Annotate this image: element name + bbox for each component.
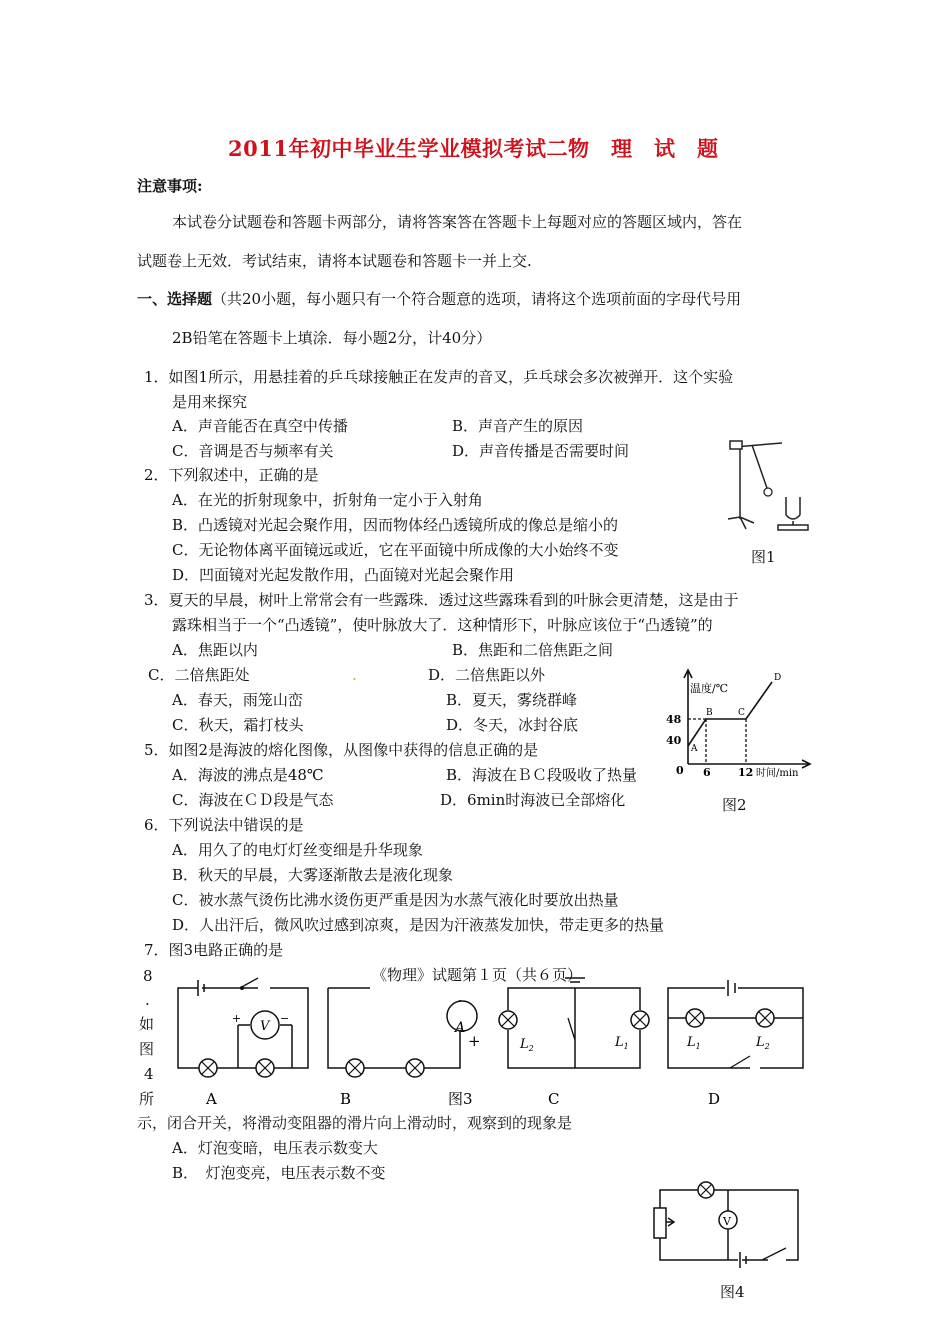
- q6-stem: 6．下列说法中错误的是: [144, 816, 304, 834]
- page-title: 2011年初中毕业生学业模拟考试二物 理 试 题: [228, 136, 719, 161]
- figure-1-tuning-fork-diagram: [720, 437, 810, 532]
- q3-option-c: C．二倍焦距处: [148, 666, 250, 684]
- q8-char-3: 如: [139, 1015, 155, 1033]
- q5-stem: 5．如图2是海波的熔化图像，从图像中获得的信息正确的是: [144, 741, 539, 759]
- section-instructions-1: （共20小题，每小题只有一个符合题意的选项，请将这个选项前面的字母代号用: [212, 290, 742, 308]
- circuit-d-l2: $L_2$: [756, 1035, 770, 1051]
- notice-heading: 注意事项:: [137, 177, 203, 195]
- q8-option-b: B． 灯泡变亮，电压表示数不变: [172, 1164, 386, 1182]
- q2-option-b: B．凸透镜对光起会聚作用，因而物体经凸透镜所成的像总是缩小的: [172, 516, 619, 534]
- q1-option-a: A．声音能否在真空中传播: [172, 417, 348, 435]
- graph-point-b: B: [706, 708, 713, 718]
- q4-option-b: B．夏天，雾绕群峰: [446, 691, 578, 709]
- section-label: 一、选择题: [137, 290, 213, 308]
- graph-x-label: 时间/min: [756, 768, 799, 779]
- circuit-ammeter: A: [455, 1020, 466, 1036]
- circuit-a-plus: +: [232, 1012, 242, 1025]
- figure-3-circuits: [170, 970, 820, 1108]
- q1-option-d: D．声音传播是否需要时间: [452, 442, 630, 460]
- figure-4-caption: 图4: [720, 1283, 745, 1301]
- figure-2-caption: 图2: [722, 796, 747, 814]
- circuit-c-label: C: [548, 1090, 560, 1108]
- circuit-a-label: A: [206, 1090, 217, 1108]
- graph-y-48: 48: [666, 713, 682, 726]
- circuit-a-minus: −: [280, 1012, 290, 1025]
- q8-option-a: A．灯泡变暗，电压表示数变大: [172, 1139, 378, 1157]
- q3-stem-2: 露珠相当于一个“凸透镜”，使叶脉放大了．这种情形下，叶脉应该位于“凸透镜”的: [172, 616, 713, 634]
- q5-option-d: D．6min时海波已全部熔化: [440, 791, 626, 809]
- q3-option-d: D．二倍焦距以外: [428, 666, 546, 684]
- section-heading: [137, 289, 741, 309]
- figure-2-melting-graph: [664, 662, 814, 782]
- page-footer: 《物理》试题第１页（共６页）: [372, 966, 583, 984]
- q8-char-5: 4: [144, 1065, 154, 1083]
- graph-point-c: C: [738, 708, 745, 718]
- q1-option-c: C．音调是否与频率有关: [172, 442, 334, 460]
- circuit-c-l2: $L_2$: [520, 1037, 534, 1053]
- graph-x-12: 12: [738, 766, 754, 779]
- figure-4-circuit: [650, 1180, 810, 1270]
- q5-option-a: A．海波的沸点是48℃: [172, 766, 324, 784]
- q4-option-c: C．秋天，霜打枝头: [172, 716, 304, 734]
- q3-stem-1: 3．夏天的早晨，树叶上常常会有一些露珠．透过这些露珠看到的叶脉会更清楚，这是由于: [144, 591, 739, 609]
- circuit-b-label: B: [340, 1090, 352, 1108]
- q8-char-2: .: [145, 991, 150, 1009]
- graph-origin: 0: [676, 764, 684, 777]
- q7-stem: 7．图3电路正确的是: [144, 941, 284, 959]
- q2-option-d: D．凹面镜对光起发散作用，凸面镜对光起会聚作用: [172, 566, 515, 584]
- circuit-c-l1: $L_1$: [615, 1035, 629, 1051]
- q2-stem: 2．下列叙述中，正确的是: [144, 466, 319, 484]
- stray-dot: .: [352, 666, 357, 684]
- q3-option-a: A．焦距以内: [172, 641, 258, 659]
- circuit-d-l1: $L_1$: [687, 1035, 701, 1051]
- graph-point-a: A: [691, 744, 698, 754]
- q1-option-b: B．声音产生的原因: [452, 417, 584, 435]
- q6-option-b: B．秋天的早晨，大雾逐渐散去是液化现象: [172, 866, 454, 884]
- circuit-d-label: D: [708, 1090, 721, 1108]
- circuit-a-voltmeter: V: [260, 1019, 270, 1034]
- q1-stem-1: 1．如图1所示，用悬挂着的乒乓球接触正在发声的音叉，乒乓球会多次被弹开．这个实验: [144, 368, 734, 386]
- q8-char-6: 所: [139, 1090, 155, 1108]
- q5-option-c: C．海波在ＣＤ段是气态: [172, 791, 334, 809]
- graph-point-d: D: [774, 673, 782, 683]
- graph-y-40: 40: [666, 734, 682, 747]
- q6-option-a: A．用久了的电灯灯丝变细是升华现象: [172, 841, 423, 859]
- q2-option-c: C．无论物体离平面镜远或近，它在平面镜中所成像的大小始终不变: [172, 541, 619, 559]
- notice-line-1: 本试卷分试题卷和答题卡两部分，请将答案答在答题卡上每题对应的答题区域内，答在: [172, 213, 743, 231]
- q6-option-d: D．人出汗后，微风吹过感到凉爽，是因为汗液蒸发加快，带走更多的热量: [172, 916, 665, 934]
- q1-stem-2: 是用来探究: [172, 393, 248, 411]
- graph-x-6: 6: [703, 766, 711, 779]
- notice-line-2: 试题卷上无效．考试结束，请将本试题卷和答题卡一并上交.: [137, 252, 532, 270]
- figure-4-voltmeter: V: [723, 1215, 731, 1228]
- q5-option-b: B．海波在ＢＣ段吸收了热量: [446, 766, 638, 784]
- figure-1-caption: 图1: [751, 548, 776, 566]
- graph-y-label: 温度/℃: [690, 682, 729, 695]
- section-instructions-2: 2B铅笔在答题卡上填涂．每小题2分，计40分）: [172, 329, 492, 347]
- q4-option-d: D．冬天，冰封谷底: [446, 716, 579, 734]
- q6-option-c: C．被水蒸气烫伤比沸水烫伤更严重是因为水蒸气液化时要放出热量: [172, 891, 619, 909]
- q2-option-a: A．在光的折射现象中，折射角一定小于入射角: [172, 491, 483, 509]
- circuit-ammeter-plus: +: [468, 1032, 481, 1050]
- q3-option-b: B．焦距和二倍焦距之间: [452, 641, 614, 659]
- figure-3-caption: 图3: [448, 1090, 473, 1108]
- q8-char-1: 8: [143, 967, 153, 985]
- q8-char-4: 图: [139, 1040, 155, 1058]
- q8-stem: 示，闭合开关，将滑动变阻器的滑片向上滑动时，观察到的现象是: [137, 1114, 573, 1132]
- q4-option-a: A．春天，雨笼山峦: [172, 691, 303, 709]
